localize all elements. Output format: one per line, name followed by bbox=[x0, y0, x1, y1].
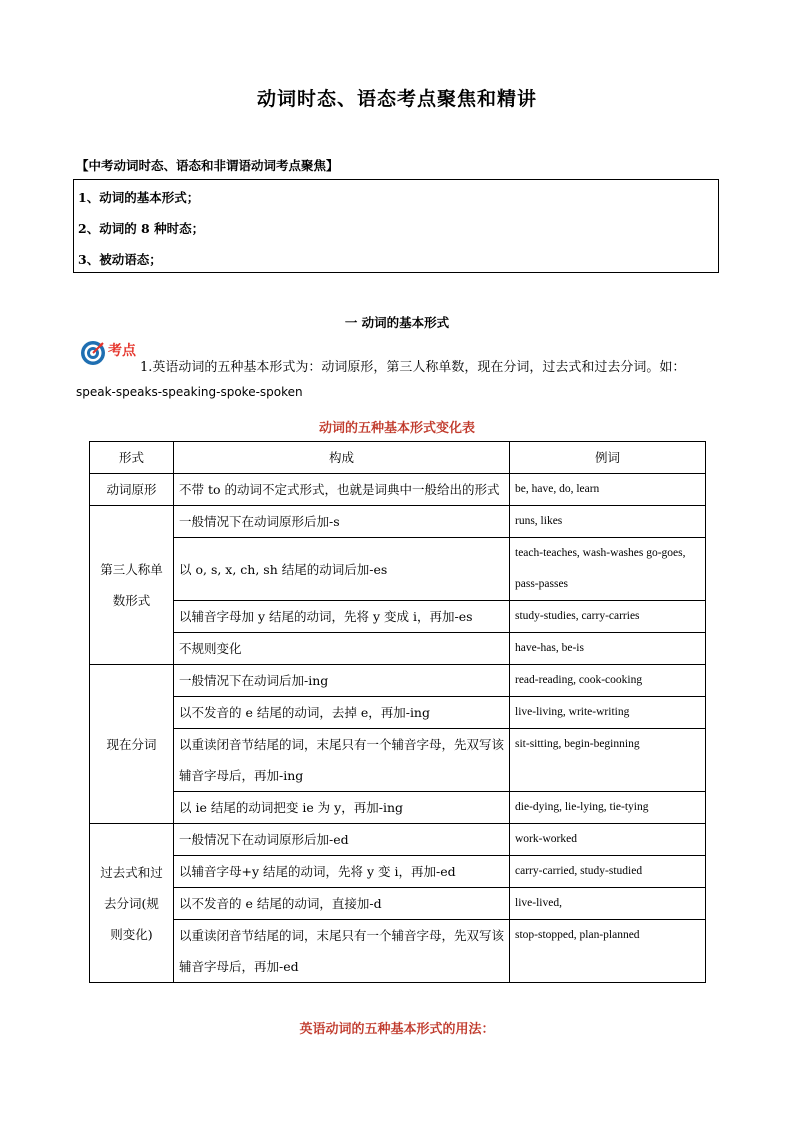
example-cell: runs, likes bbox=[510, 506, 706, 538]
intro-example: speak-speaks-speaking-spoke-spoken bbox=[76, 385, 303, 399]
table-header-row bbox=[90, 442, 706, 474]
form-cell bbox=[90, 506, 174, 665]
table-row bbox=[90, 697, 706, 729]
rule-cell: 以不发音的 e 结尾的动词，直接加-d bbox=[174, 888, 510, 920]
example-cell: study-studies, carry-carries bbox=[510, 601, 706, 633]
rule-cell: 以辅音字母+y 结尾的动词，先将 y 变 i，再加-ed bbox=[174, 856, 510, 888]
rule-cell: 不带 to 的动词不定式形式，也就是词典中一般给出的形式 bbox=[174, 474, 510, 506]
kaodian-label: 考点 bbox=[108, 343, 136, 359]
example-cell: die-dying, lie-lying, tie-tying bbox=[510, 792, 706, 824]
target-icon bbox=[80, 340, 106, 366]
table-row bbox=[90, 792, 706, 824]
focus-item: 2、动词的 8 种时态； bbox=[78, 221, 205, 236]
column-header: 构成 bbox=[174, 442, 510, 474]
focus-item: 1、动词的基本形式； bbox=[78, 190, 200, 205]
page-title: 动词时态、语态考点聚焦和精讲 bbox=[256, 88, 537, 110]
example-cell: read-reading, cook-cooking bbox=[510, 665, 706, 697]
kaodian-marker bbox=[80, 339, 136, 367]
rule-cell: 一般情况下在动词原形后加-s bbox=[174, 506, 510, 538]
table-row bbox=[90, 824, 706, 856]
form-label: 过去式和过去分词(规则变化) bbox=[100, 864, 163, 942]
section-heading: 一 动词的基本形式 bbox=[344, 315, 450, 330]
verb-forms-table bbox=[89, 441, 706, 983]
usage-caption: 英语动词的五种基本形式的用法： bbox=[299, 1022, 495, 1037]
table-row bbox=[90, 920, 706, 983]
table-row bbox=[90, 888, 706, 920]
table-row bbox=[90, 633, 706, 665]
rule-cell: 不规则变化 bbox=[174, 633, 510, 665]
column-header: 例词 bbox=[510, 442, 706, 474]
table-row bbox=[90, 601, 706, 633]
rule-cell: 以 ie 结尾的动词把变 ie 为 y，再加-ing bbox=[174, 792, 510, 824]
rule-cell: 一般情况下在动词后加-ing bbox=[174, 665, 510, 697]
intro-text: 1.英语动词的五种基本形式为：动词原形，第三人称单数，现在分词，过去式和过去分词。如： bbox=[140, 360, 686, 375]
form-cell: 动词原形 bbox=[90, 474, 174, 506]
example-cell: be, have, do, learn bbox=[510, 474, 706, 506]
example-cell: stop-stopped, plan-planned bbox=[510, 920, 706, 983]
table-row bbox=[90, 474, 706, 506]
form-label: 第三人称单数形式 bbox=[100, 562, 163, 608]
example-cell: live-lived, bbox=[510, 888, 706, 920]
focus-heading: 【中考动词时态、语态和非谓语动词考点聚焦】 bbox=[76, 158, 339, 173]
rule-cell: 一般情况下在动词原形后加-ed bbox=[174, 824, 510, 856]
focus-box bbox=[73, 179, 719, 273]
table-row bbox=[90, 665, 706, 697]
rule-cell: 以 o, s, x, ch, sh 结尾的动词后加-es bbox=[174, 538, 510, 601]
table-row bbox=[90, 506, 706, 538]
focus-item: 3、被动语态； bbox=[78, 252, 162, 267]
rule-cell: 以重读闭音节结尾的词，末尾只有一个辅音字母，先双写该辅音字母后，再加-ing bbox=[174, 729, 510, 792]
column-header: 形式 bbox=[90, 442, 174, 474]
rule-cell: 以重读闭音节结尾的词，末尾只有一个辅音字母，先双写该辅音字母后，再加-ed bbox=[174, 920, 510, 983]
form-cell: 现在分词 bbox=[90, 665, 174, 824]
table-row bbox=[90, 856, 706, 888]
example-cell: teach-teaches, wash-washes go-goes, pass-passes bbox=[510, 538, 706, 601]
example-cell: work-worked bbox=[510, 824, 706, 856]
example-cell: carry-carried, study-studied bbox=[510, 856, 706, 888]
rule-cell: 以辅音字母加 y 结尾的动词，先将 y 变成 i，再加-es bbox=[174, 601, 510, 633]
form-cell bbox=[90, 824, 174, 983]
example-cell: live-living, write-writing bbox=[510, 697, 706, 729]
table-row bbox=[90, 538, 706, 601]
example-cell: sit-sitting, begin-beginning bbox=[510, 729, 706, 792]
example-cell: have-has, be-is bbox=[510, 633, 706, 665]
table-caption: 动词的五种基本形式变化表 bbox=[318, 421, 475, 436]
table-row bbox=[90, 729, 706, 792]
rule-cell: 以不发音的 e 结尾的动词，去掉 e，再加-ing bbox=[174, 697, 510, 729]
